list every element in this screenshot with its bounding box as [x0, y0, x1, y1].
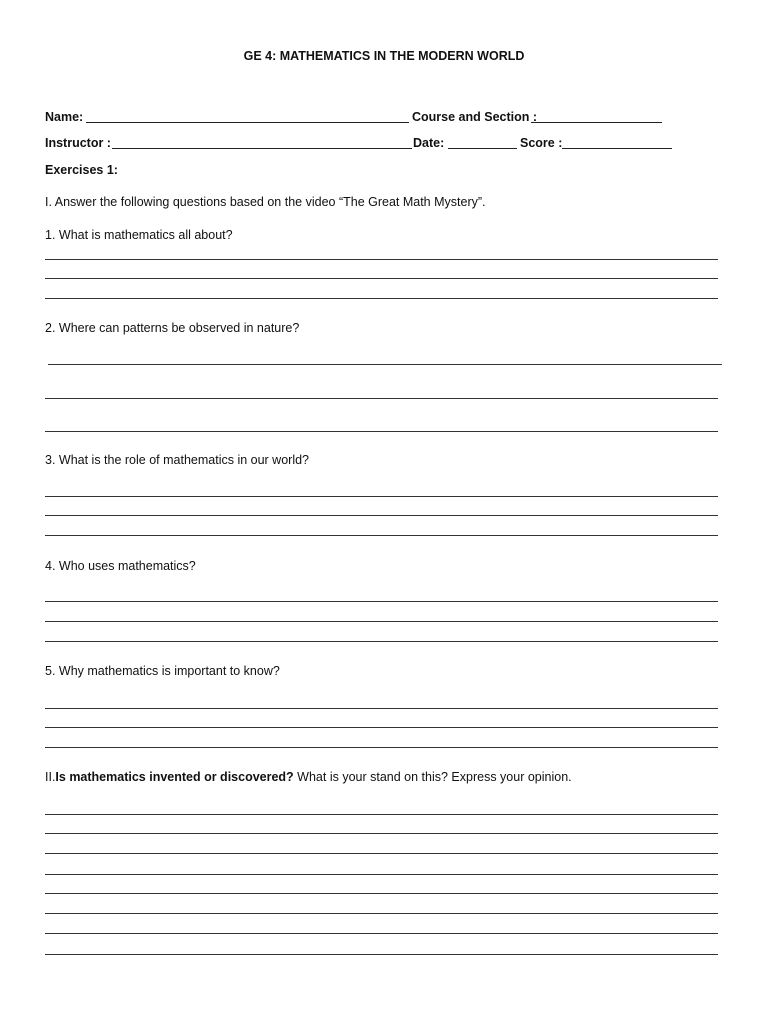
answer-line[interactable]	[45, 708, 718, 709]
part2-prefix: II.	[45, 770, 56, 784]
question-2: 2. Where can patterns be observed in nature?	[45, 321, 300, 335]
instructor-label: Instructor :	[45, 136, 111, 150]
instructor-date-score-row	[45, 135, 725, 153]
answer-line[interactable]	[45, 278, 718, 279]
answer-line[interactable]	[48, 364, 722, 365]
part2-bold-question: Is mathematics invented or discovered?	[55, 770, 294, 784]
answer-line[interactable]	[45, 431, 718, 432]
answer-line[interactable]	[45, 893, 718, 894]
name-course-row	[45, 109, 725, 127]
page-title: GE 4: MATHEMATICS IN THE MODERN WORLD	[243, 49, 525, 63]
date-label: Date:	[413, 136, 445, 150]
answer-line[interactable]	[45, 298, 718, 299]
question-4: 4. Who uses mathematics?	[45, 559, 196, 573]
answer-line[interactable]	[45, 727, 718, 728]
answer-line[interactable]	[45, 814, 718, 815]
question-3: 3. What is the role of mathematics in our world?	[45, 453, 310, 467]
part1-instruction: I. Answer the following questions based on the video “The Great Math Mystery”.	[45, 195, 486, 209]
answer-line[interactable]	[45, 933, 718, 934]
question-1: 1. What is mathematics all about?	[45, 228, 233, 242]
answer-line[interactable]	[45, 496, 718, 497]
part2-prompt	[45, 769, 572, 785]
answer-line[interactable]	[45, 747, 718, 748]
answer-line[interactable]	[45, 913, 718, 914]
answer-line[interactable]	[45, 641, 718, 642]
answer-line[interactable]	[45, 833, 718, 834]
answer-line[interactable]	[45, 954, 718, 955]
answer-line[interactable]	[45, 398, 718, 399]
answer-line[interactable]	[45, 515, 718, 516]
question-5: 5. Why mathematics is important to know?	[45, 664, 280, 678]
score-label: Score :	[520, 136, 563, 150]
answer-line[interactable]	[45, 853, 718, 854]
name-blank[interactable]	[86, 122, 409, 123]
answer-line[interactable]	[45, 874, 718, 875]
course-section-label: Course and Section :	[412, 110, 538, 124]
name-label: Name:	[45, 110, 84, 124]
score-blank[interactable]	[562, 148, 672, 149]
date-blank[interactable]	[448, 148, 517, 149]
answer-line[interactable]	[45, 601, 718, 602]
answer-line[interactable]	[45, 259, 718, 260]
part2-rest: What is your stand on this? Express your opinion.	[293, 770, 572, 784]
course-section-blank[interactable]	[531, 122, 662, 123]
answer-line[interactable]	[45, 535, 718, 536]
instructor-blank[interactable]	[112, 148, 412, 149]
answer-line[interactable]	[45, 621, 718, 622]
exercise-heading: Exercises 1:	[45, 163, 118, 177]
